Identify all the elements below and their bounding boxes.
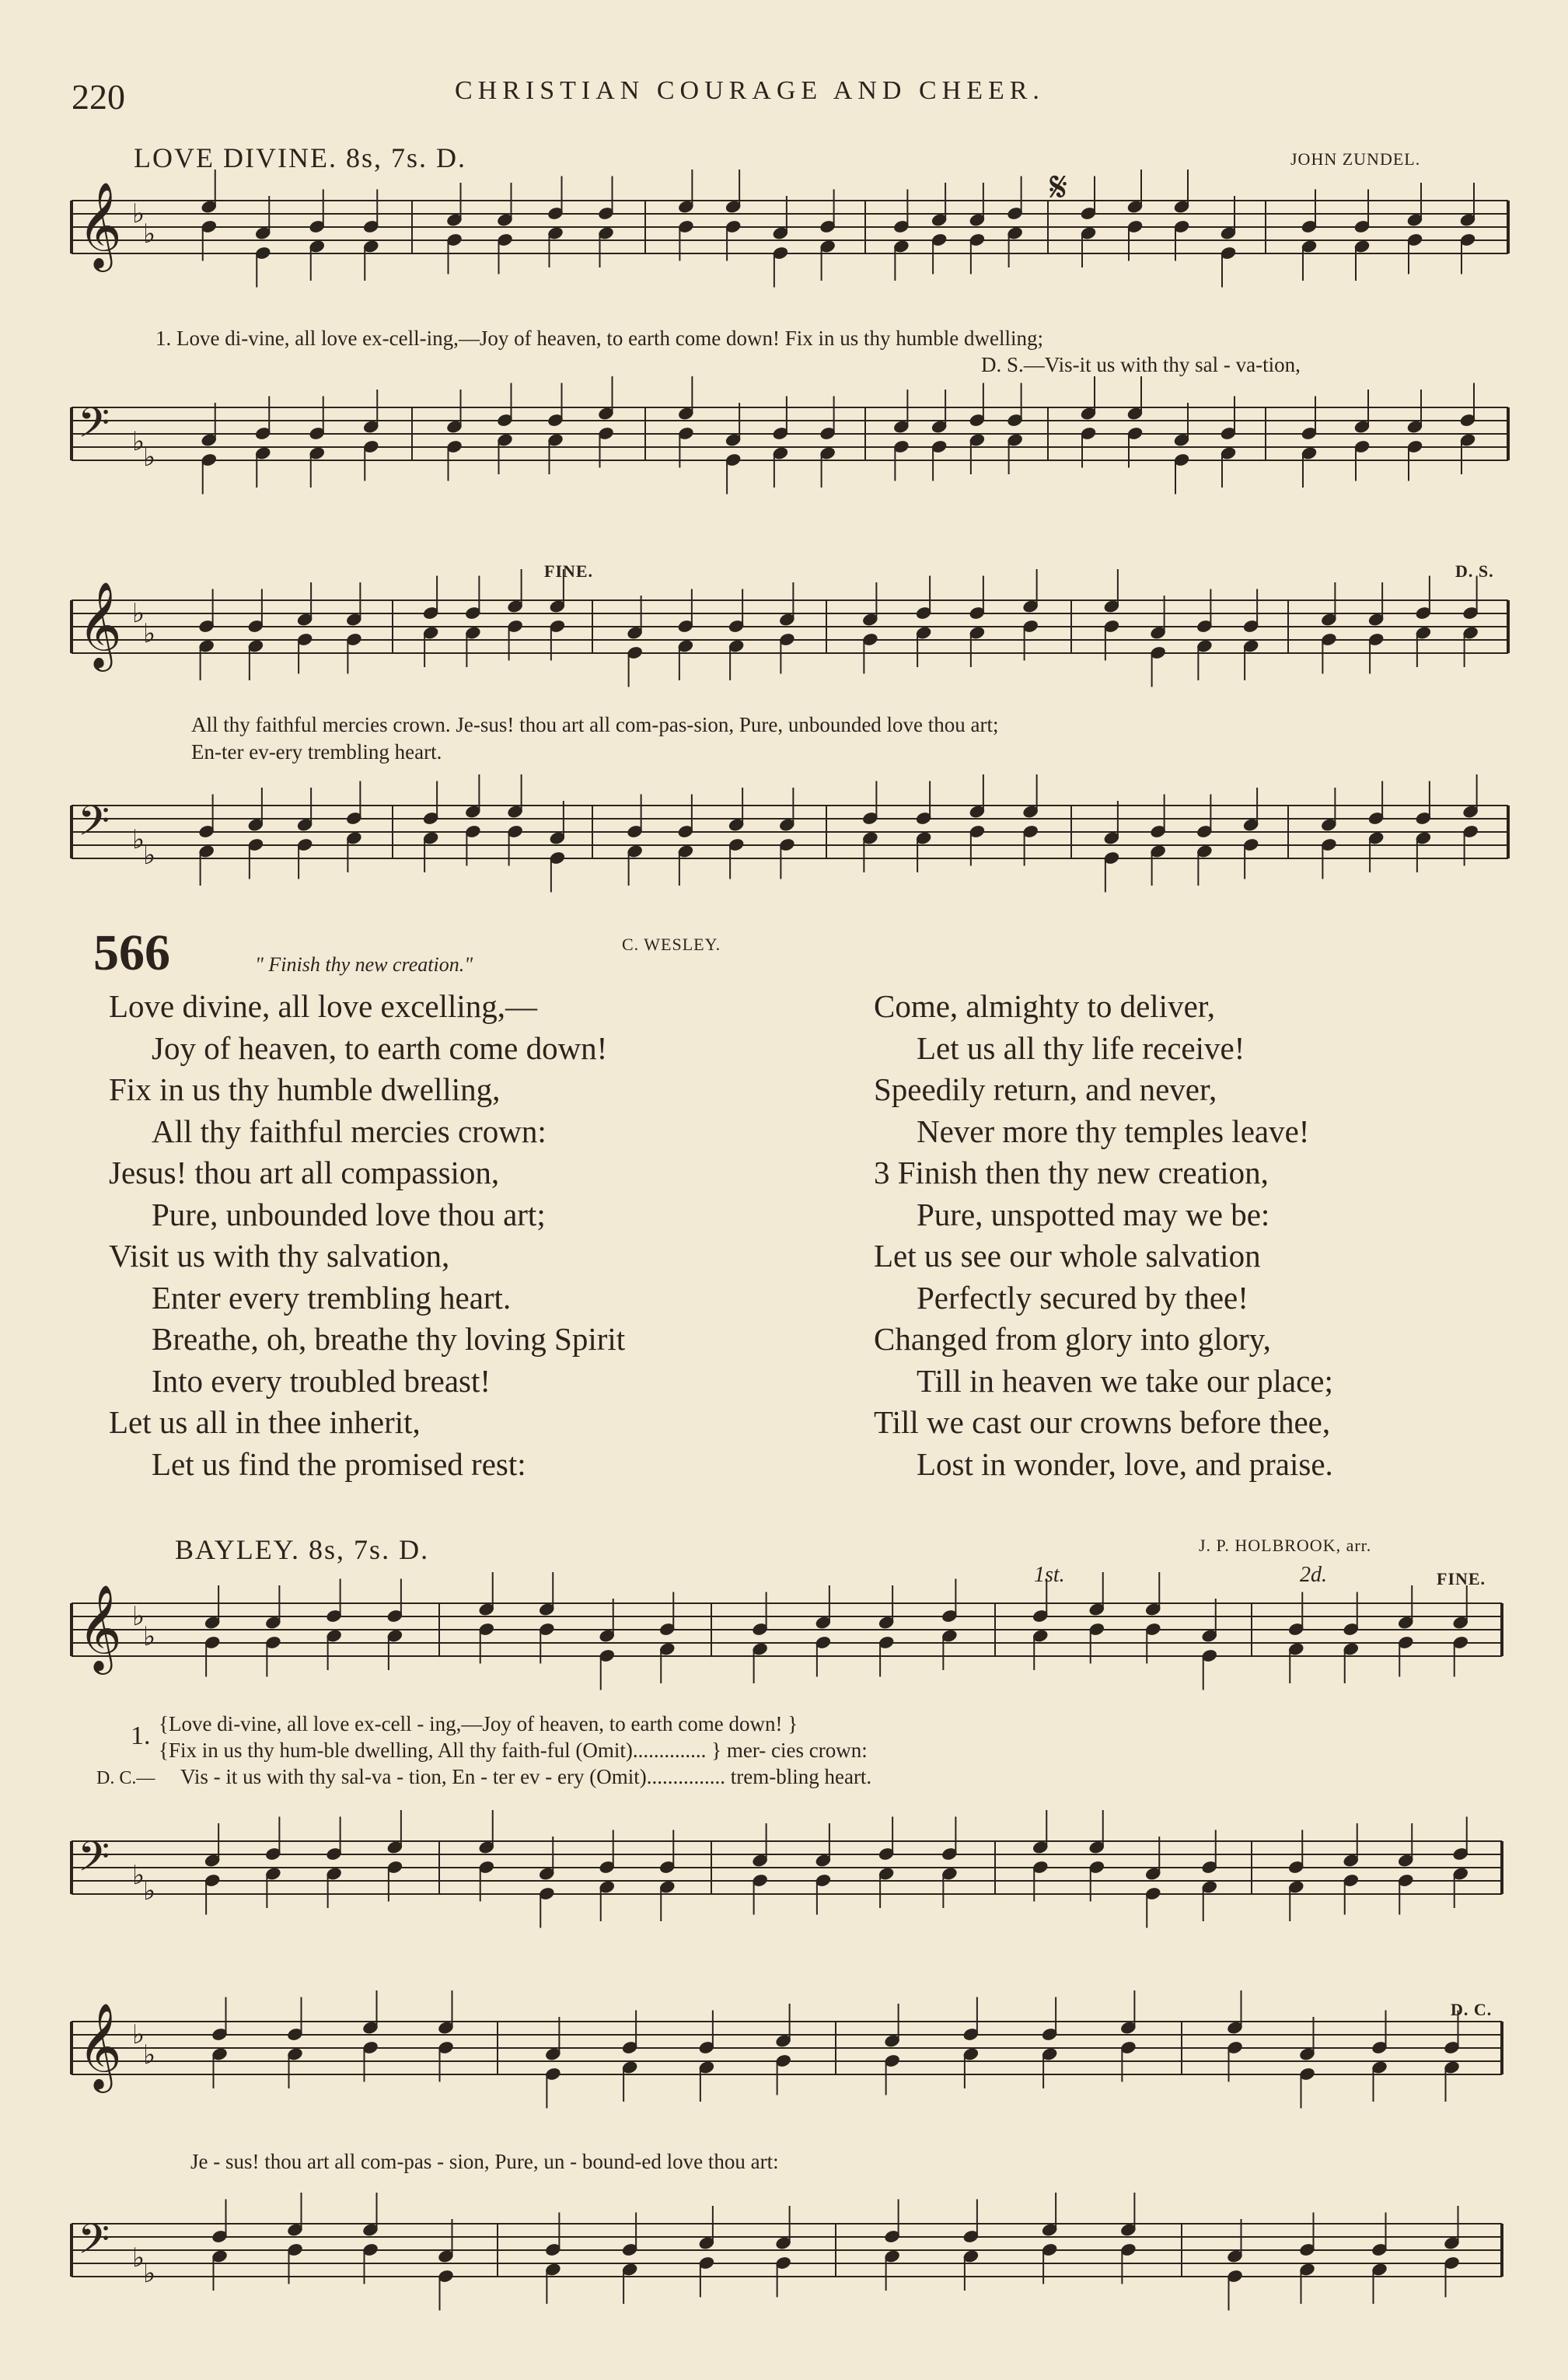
bass-clef-icon: 𝄢 (78, 798, 110, 855)
tune2-second-ending: 2d. (1300, 1563, 1327, 1587)
verse-line: Let us see our whole salvation (874, 1238, 1261, 1274)
verse-line: Pure, unspotted may we be: (917, 1196, 1270, 1232)
verse-line: Till in heaven we take our place; (917, 1362, 1333, 1399)
flat-icon: ♭ (143, 2039, 156, 2071)
tune2-lyric-a: {Love di-vine, all love ex-cell - ing,—Joy of heaven, to earth come down! } (159, 1712, 798, 1735)
hymn-number: 566 (93, 924, 170, 981)
flat-icon: ♭ (132, 1860, 145, 1891)
verse-line: Till we cast our crowns before thee, (874, 1404, 1331, 1440)
flat-icon: ♭ (132, 426, 145, 457)
verse-line: Changed from glory into glory, (874, 1321, 1271, 1357)
tune1-lyric-line2: All thy faithful mercies crown. Je-sus! thou art all com-pas-sion, Pure, unbounded love thou art; (191, 713, 999, 736)
tune1-lyric-line1: 1. Love di-vine, all love ex-cell-ing,—Joy of heaven, to earth come down! Fix in us thy humble dwelling; (155, 327, 1043, 350)
hymn-subtitle: " Finish thy new creation." (255, 953, 473, 976)
verse-line: Love divine, all love excelling,— (109, 988, 538, 1024)
verse-line: 3 Finish then thy new creation, (874, 1155, 1269, 1190)
flat-icon: ♭ (132, 198, 145, 229)
verse-line: Let us all thy life receive! (917, 1029, 1245, 1066)
tune1-name: LOVE DIVINE. (134, 142, 337, 173)
flat-icon: ♭ (143, 2258, 156, 2289)
verse-line: Pure, unbounded love thou art; (152, 1196, 546, 1232)
flat-icon: ♭ (143, 618, 156, 649)
tune2-lyric-b: {Fix in us thy hum-ble dwelling, All thy faith-ful (Omit).............. } mer- cies crown: (159, 1739, 868, 1762)
flat-icon: ♭ (143, 442, 156, 473)
tune2-verse-label: 1. (131, 1721, 151, 1750)
tune2-lyric-d: Je - sus! thou art all com-pas - sion, Pure, un - bound-ed love thou art: (190, 2150, 779, 2173)
page-number: 220 (72, 77, 125, 117)
verse-line: Never more thy temples leave! (917, 1113, 1310, 1149)
treble-clef-icon: 𝄞 (78, 1584, 122, 1671)
tune2-dc-label: D. C.— (96, 1768, 155, 1788)
tune2-name: BAYLEY. (175, 1534, 301, 1565)
verse-line: Visit us with thy salvation, (109, 1238, 450, 1274)
verse-line: Enter every trembling heart. (152, 1279, 512, 1316)
verse-line: Jesus! thou art all compassion, (109, 1155, 500, 1190)
bass-clef-icon: 𝄢 (78, 2216, 110, 2273)
flat-icon: ♭ (132, 2019, 145, 2050)
flat-icon: ♭ (143, 1621, 156, 1652)
tune2-fine: FINE. (1437, 1569, 1486, 1588)
flat-icon: ♭ (132, 824, 145, 855)
verse-line: Perfectly secured by thee! (917, 1279, 1248, 1316)
verse-line: Breathe, oh, breathe thy loving Spirit (152, 1321, 626, 1357)
flat-icon: ♭ (132, 2242, 145, 2273)
verse-line: All thy faithful mercies crown: (152, 1113, 547, 1149)
treble-clef-icon: 𝄞 (78, 2002, 122, 2089)
verse-line: Fix in us thy humble dwelling, (109, 1071, 501, 1107)
tune1-fine: FINE. (544, 561, 594, 581)
verse-line: Into every troubled breast! (152, 1362, 491, 1399)
tune1-lyric-line2b: En-ter ev-ery trembling heart. (191, 740, 442, 764)
verse-line: Let us find the promised rest: (152, 1445, 526, 1482)
tune2-dc: D. C. (1451, 2000, 1493, 2019)
segno-icon: 𝄋 (1049, 164, 1068, 211)
verse-line: Speedily return, and never, (874, 1071, 1217, 1107)
flat-icon: ♭ (143, 1875, 156, 1906)
verse-line: Lost in wonder, love, and praise. (917, 1445, 1333, 1482)
hymn-author: C. WESLEY. (622, 935, 721, 954)
treble-clef-icon: 𝄞 (78, 581, 122, 668)
verse-line: Come, almighty to deliver, (874, 988, 1216, 1024)
verse-line: Let us all in thee inherit, (109, 1404, 421, 1440)
treble-clef-icon: 𝄞 (78, 181, 122, 268)
flat-icon: ♭ (132, 1601, 145, 1632)
flat-icon: ♭ (143, 840, 156, 871)
tune1-composer: JOHN ZUNDEL. (1290, 149, 1421, 169)
tune2-meter: 8s, 7s. D. (309, 1534, 430, 1565)
tune2-lyric-c: Vis - it us with thy sal-va - tion, En - ter ev - ery (Omit)............... trem-bling heart. (180, 1765, 872, 1788)
tune2-first-ending: 1st. (1034, 1563, 1065, 1587)
tune1-lyric-line1b: D. S.—Vis-it us with thy sal - va-tion, (981, 353, 1301, 376)
flat-icon: ♭ (143, 218, 156, 250)
flat-icon: ♭ (132, 598, 145, 629)
tune1-ds: D. S. (1455, 561, 1494, 581)
tune2-composer: J. P. HOLBROOK, arr. (1199, 1536, 1372, 1555)
running-title: CHRISTIAN COURAGE AND CHEER. (455, 76, 1045, 105)
bass-clef-icon: 𝄢 (78, 1833, 110, 1891)
bass-clef-icon: 𝄢 (78, 400, 110, 457)
tune1-meter: 8s, 7s. D. (345, 142, 466, 173)
verse-line: Joy of heaven, to earth come down! (152, 1029, 608, 1066)
